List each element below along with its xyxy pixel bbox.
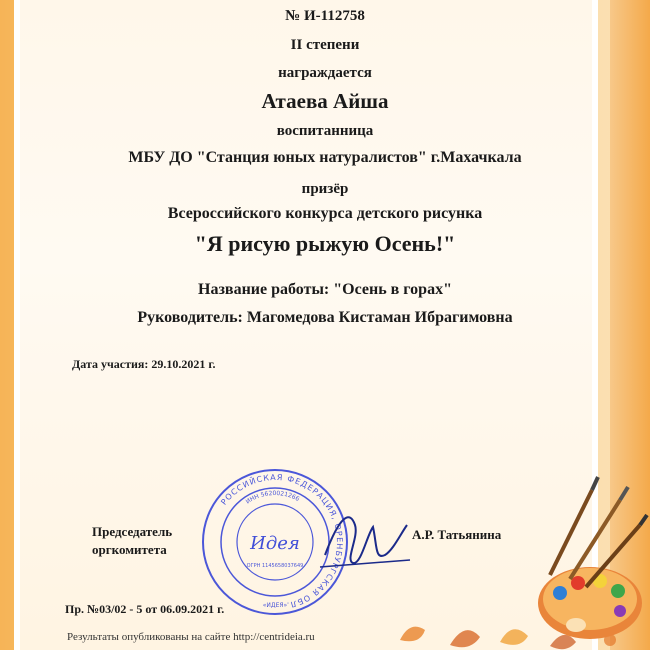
contest-type: Всероссийского конкурса детского рисунка bbox=[167, 205, 483, 222]
awarded-label: награждается bbox=[278, 65, 372, 81]
chair-label bbox=[92, 523, 172, 559]
stamp-bottom-text: «ИДЕЯ» bbox=[262, 602, 288, 609]
stamp-ring-outer: РОССИЙСКАЯ ФЕДЕРАЦИЯ, ОРЕНБУРГСКАЯ ОБЛ. bbox=[219, 472, 345, 610]
signature bbox=[315, 505, 415, 575]
paint-palette-decoration bbox=[520, 475, 650, 650]
certificate-number: № И-112758 bbox=[285, 8, 365, 24]
recipient-role: воспитанница bbox=[276, 123, 374, 139]
stamp-ogrn: ОГРН 1145658037649 bbox=[246, 563, 304, 569]
supervisor: Руководитель: Магомедова Кистаман Ибрагимовна bbox=[137, 309, 513, 326]
order-number: Пр. №03/02 - 5 от 06.09.2021 г. bbox=[65, 602, 225, 616]
results-link-text: Результаты опубликованы на сайте http://centrideia.ru bbox=[67, 631, 315, 643]
recipient-name: Атаева Айша bbox=[261, 89, 389, 113]
degree: II степени bbox=[290, 37, 360, 53]
participation-date: Дата участия: 29.10.2021 г. bbox=[72, 357, 216, 371]
chair-label-line2: оргкомитета bbox=[92, 542, 167, 557]
stamp-ring-inner: ИНН 5620021266 bbox=[244, 489, 301, 506]
signer-name: А.Р. Татьянина bbox=[412, 527, 502, 542]
stamp-logo-text: Идея bbox=[250, 533, 300, 554]
organization: МБУ ДО "Станция юных натуралистов" г.Махачкала bbox=[128, 149, 522, 166]
chair-label-line1: Председатель bbox=[92, 524, 173, 539]
work-title: Название работы: "Осень в горах" bbox=[198, 281, 452, 298]
award-status: призёр bbox=[301, 181, 349, 197]
contest-title: "Я рисую рыжую Осень!" bbox=[194, 231, 456, 256]
